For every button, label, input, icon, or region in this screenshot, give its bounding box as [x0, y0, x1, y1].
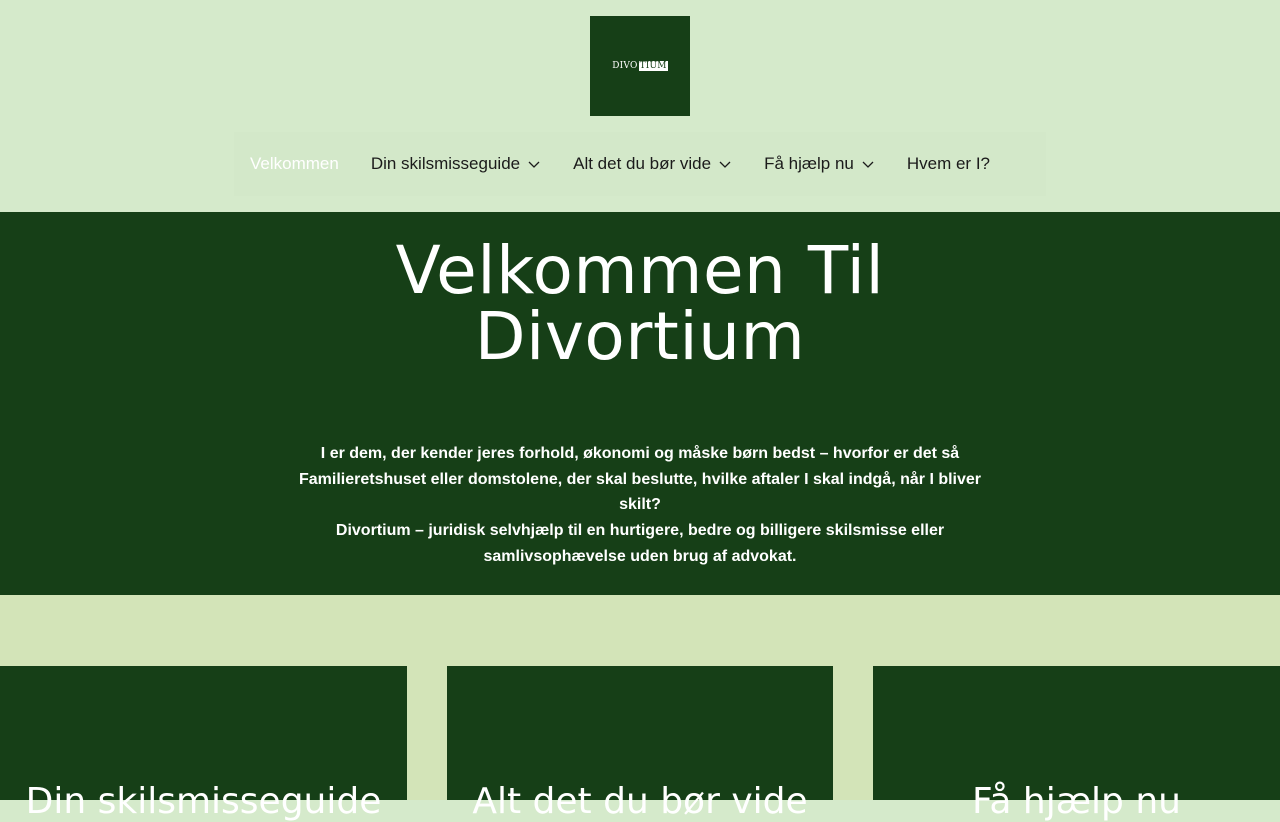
nav-item-faa-hjaelp-nu[interactable]: [748, 132, 891, 196]
nav-item-hvem-er-i[interactable]: [891, 132, 1006, 196]
site-header: [0, 0, 1280, 212]
nav-item-velkommen[interactable]: [234, 132, 355, 196]
chevron-down-icon: [861, 157, 875, 171]
nav-item-label: Din skilsmisseguide: [370, 154, 521, 173]
hero-title-line1: Velkommen Til: [395, 232, 885, 309]
nav-item-label: Velkommen: [250, 154, 339, 173]
hero-section: [0, 212, 1280, 595]
feature-card-skilsmisseguide[interactable]: [0, 666, 407, 822]
site-logo[interactable]: [590, 16, 690, 116]
feature-card-alt-det-du-boer-vide[interactable]: [447, 666, 833, 822]
main-navigation: [234, 132, 1046, 196]
hero-title-line2: Divortium: [474, 298, 806, 375]
hero-intro-paragraph: I er dem, der kender jeres forhold, økonomi og måske børn bedst – hvorfor er det så Familieretshuset eller domstolene, der skal beslutte, hvilke aftaler I skal indgå, når I bliver skilt?: [298, 445, 982, 513]
nav-item-din-skilsmisseguide[interactable]: [355, 132, 557, 196]
chevron-down-icon: [718, 157, 732, 171]
feature-card-faa-hjaelp-nu[interactable]: [873, 666, 1280, 822]
logo-text-right: TIUM: [639, 61, 667, 71]
logo-wordmark: [612, 61, 667, 71]
hero-tagline-paragraph: Divortium – juridisk selvhjælp til en hurtigere, bedre og billigere skilsmisse eller samlivsophævelse uden brug af advokat.: [335, 522, 945, 565]
hero-title: [290, 232, 990, 375]
chevron-down-icon: [527, 157, 541, 171]
nav-item-label: Hvem er I?: [906, 154, 990, 173]
nav-item-alt-det-du-boer-vide[interactable]: [557, 132, 748, 196]
feature-card-title: Få hjælp nu: [971, 781, 1181, 822]
logo-text-left: DIVO: [612, 61, 638, 71]
nav-item-label: Få hjælp nu: [764, 154, 854, 173]
nav-item-label: Alt det du bør vide: [573, 154, 712, 173]
feature-card-title: Din skilsmisseguide: [25, 781, 382, 822]
feature-card-title: Alt det du bør vide: [472, 781, 808, 822]
